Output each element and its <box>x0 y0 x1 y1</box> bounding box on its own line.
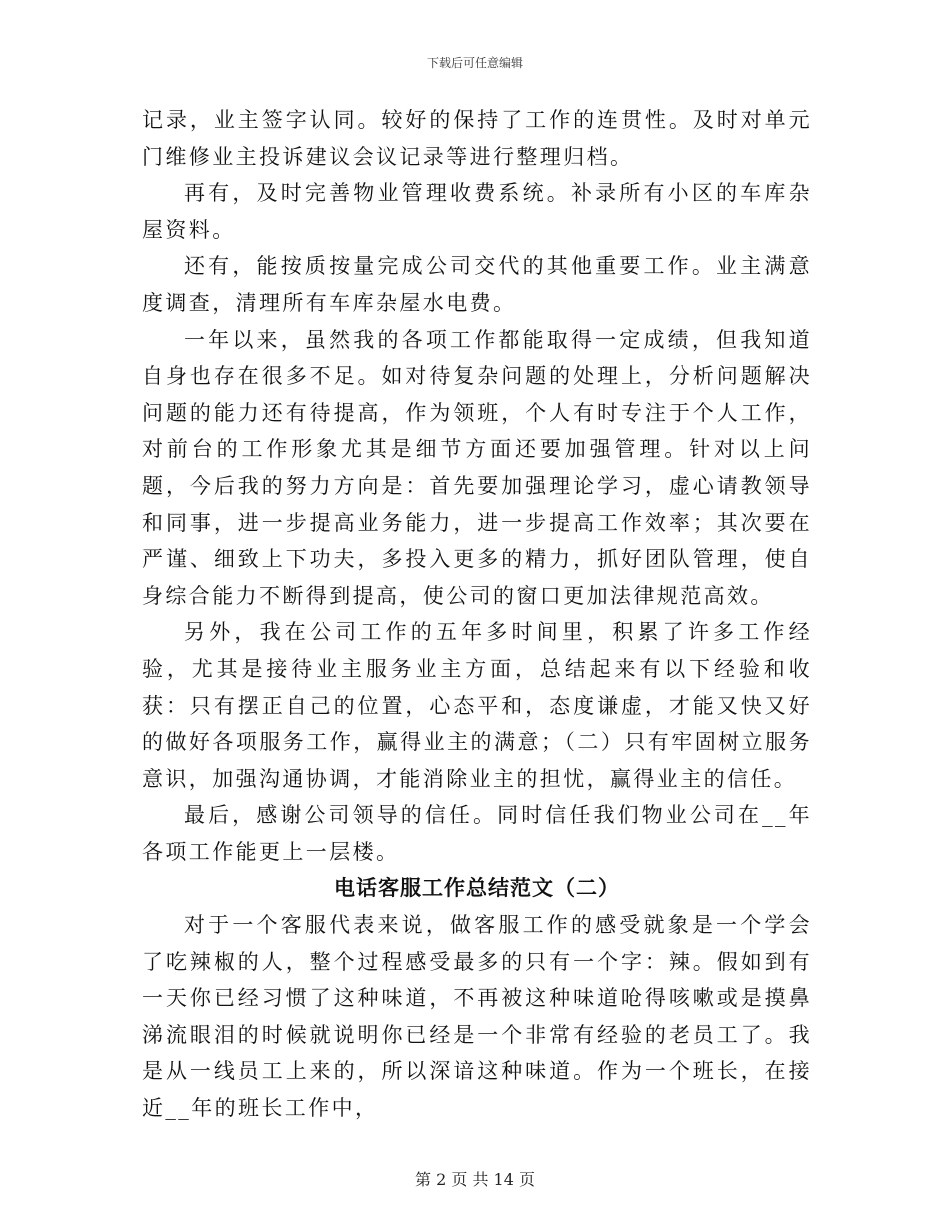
paragraph: 另外，我在公司工作的五年多时间里，积累了许多工作经验，尤其是接待业主服务业主方面，总结起来有以下经验和收获：只有摆正自己的位置，心态平和，态度谦虚，才能又快又好的做好各项服务工作，赢得业主的满意；（二）只有牢固树立服务意识，加强沟通协调，才能消除业主的担忧，赢得业主的信任。 <box>142 620 812 791</box>
page-number: 第 2 页 共 14 页 <box>415 1170 535 1189</box>
document-body <box>142 102 812 1127</box>
paragraph: 最后，感谢公司领导的信任。同时信任我们物业公司在__年各项工作能更上一层楼。 <box>142 803 812 864</box>
paragraph: 对于一个客服代表来说，做客服工作的感受就象是一个学会了吃辣椒的人，整个过程感受最多的只有一个字：辣。假如到有一天你已经习惯了这种味道，不再被这种味道呛得咳嗽或是摸鼻涕流眼泪的时候就说明你已经是一个非常有经验的老员工了。我是从一线员工上来的，所以深谙这种味道。作为一个班长，在接近__年的班长工作中， <box>142 913 812 1121</box>
paragraph: 一年以来，虽然我的各项工作都能取得一定成绩，但我知道自身也存在很多不足。如对待复杂问题的处理上，分析问题解决问题的能力还有待提高，作为领班，个人有时专注于个人工作，对前台的工作形象尤其是细节方面还要加强管理。针对以上问题，今后我的努力方向是：首先要加强理论学习，虚心请教领导和同事，进一步提高业务能力，进一步提高工作效率；其次要在严谨、细致上下功夫，多投入更多的精力，抓好团队管理，使自身综合能力不断得到提高，使公司的窗口更加法律规范高效。 <box>142 327 812 608</box>
section-heading: 电话客服工作总结范文（二） <box>334 875 620 901</box>
paragraph: 再有，及时完善物业管理收费系统。补录所有小区的车库杂屋资料。 <box>142 181 812 242</box>
paragraph-continued: 记录，业主签字认同。较好的保持了工作的连贯性。及时对单元门维修业主投诉建议会议记录等进行整理归档。 <box>142 108 812 169</box>
page-header: 下载后可任意编辑 <box>426 56 523 70</box>
paragraph: 还有，能按质按量完成公司交代的其他重要工作。业主满意度调查，清理所有车库杂屋水电费。 <box>142 254 812 315</box>
